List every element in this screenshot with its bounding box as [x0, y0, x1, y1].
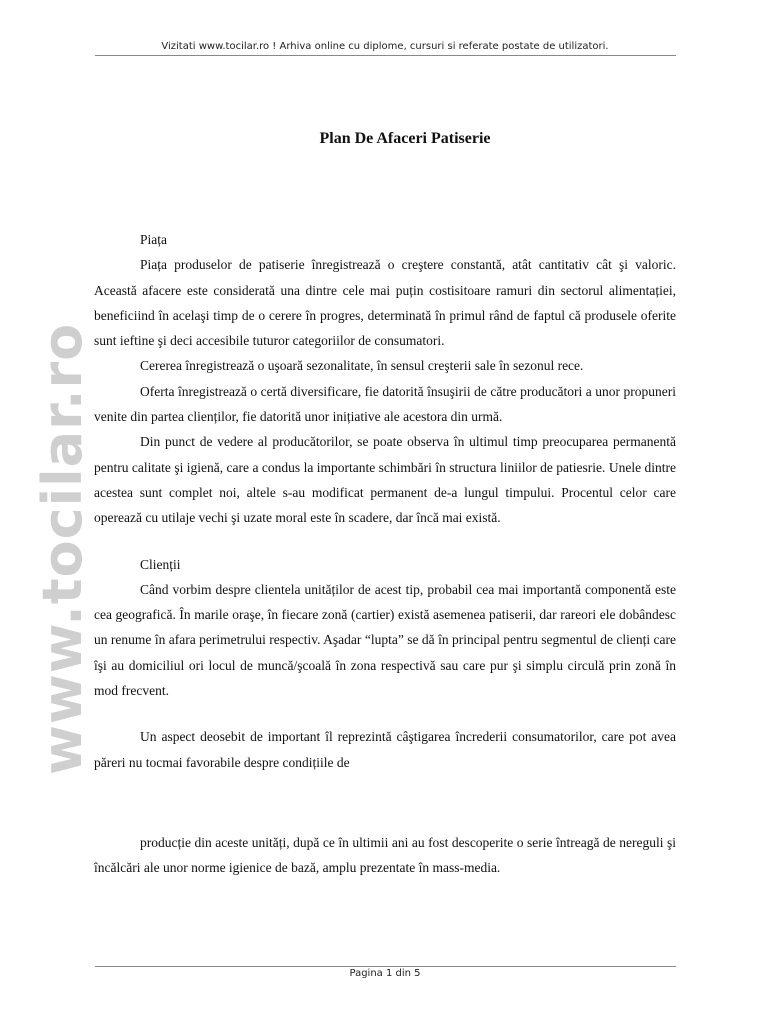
paragraph: Piața produselor de patiserie înregistrează o creştere constantă, atât cantitativ cât şi valoric. Această afacere este considerată una dintre cele mai puțin costisitoare ramuri din sectorul alimentației, beneficiind în acelaşi timp de o cerere în progres, determinată în primul rând de faptul că produsele oferite sunt ieftine şi deci accesibile tuturor categoriilor de consumatori. [94, 257, 676, 349]
page-footer: Pagina 1 din 5 [349, 968, 421, 979]
paragraph: producție din aceste unități, după ce în ultimii ani au fost descoperite o serie întreagă de nereguli şi încălcări ale unor norme igienice de bază, amplu prezentate în mass-media. [94, 834, 676, 876]
header-divider [95, 55, 676, 56]
footer-divider [95, 966, 676, 967]
paragraph: Un aspect deosebit de important îl reprezintă câştigarea încrederii consumatorilor, care pot avea păreri nu tocmai favorabile despre condițiile de [94, 729, 676, 770]
watermark: www.tocilar.ro [31, 322, 94, 775]
paragraph: Când vorbim despre clientela unităților de acest tip, probabil cea mai importantă componentă este cea geografică. În marile oraşe, în fiecare zonă (cartier) există asemenea patiserii, dar rareori ele dobândesc un renume în afara perimetrului respectiv. Aşadar “lupta” se dă în principal pentru segmentul de clienți care îşi au domiciliul ori locul de muncă/şcoală în zona respectivă sau care pur şi simplu circulă prin zonă în mod frecvent. [94, 581, 676, 699]
paragraph: Oferta înregistrează o certă diversificare, fie datorită însuşirii de către producători a unor propuneri venite din partea clienților, fie datorită unor inițiative ale acestora din urmă. [94, 383, 676, 425]
section-heading-piata: Piața [140, 232, 167, 247]
document-title: Plan De Afaceri Patiserie [319, 130, 491, 147]
paragraph: Cererea înregistrează o uşoară sezonalitate, în sensul creşterii sale în sezonul rece. [140, 358, 584, 374]
paragraph: Din punct de vedere al producătorilor, se poate observa în ultimul timp preocuparea permanentă pentru calitate şi igienă, care a condus la importante schimbări în structura liniilor de patiesrie. Unele dintre acestea sunt complet noi, altele s-au modificat permanent de-a lungul timpului. Procentul celor care operează cu utilaje vechi şi uzate moral este în scadere, dar încă mai există. [94, 434, 676, 526]
page-header: Vizitati www.tocilar.ro ! Arhiva online cu diplome, cursuri si referate postate de utilizatori. [161, 41, 609, 52]
section-heading-clienti: Clienții [140, 556, 181, 572]
section-piata [94, 227, 676, 881]
